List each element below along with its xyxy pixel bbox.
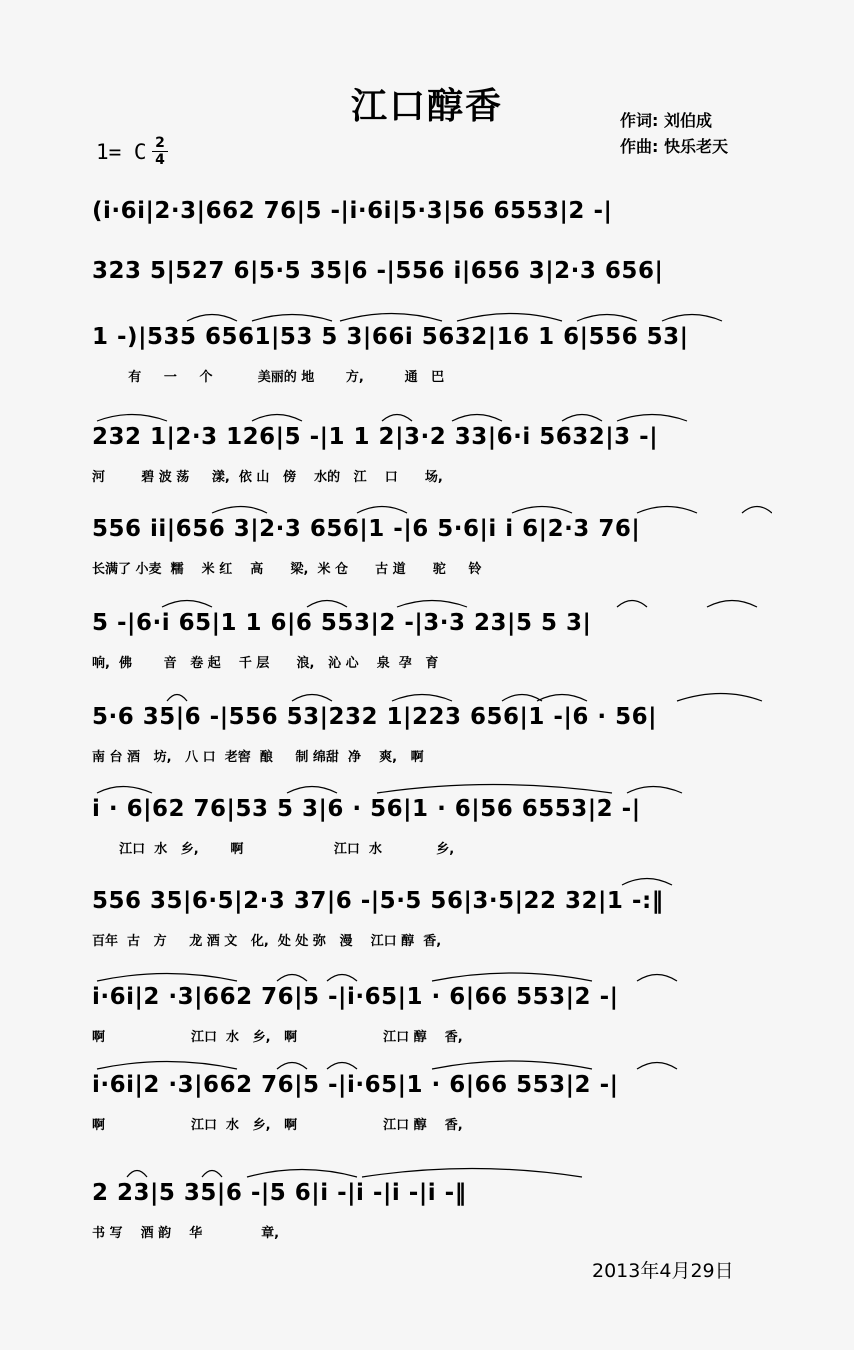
notation-line: i·6i|2 ·3|662 76|5 -|i·65|1 · 6|66 553|2 -| xyxy=(92,984,619,1010)
slur-marks xyxy=(92,594,772,608)
notation-line: i·6i|2 ·3|662 76|5 -|i·65|1 · 6|66 553|2 -| xyxy=(92,1072,619,1098)
lyrics-line: 南 台 酒 坊, 八 口 老窖 酿 制 绵甜 净 爽, 啊 xyxy=(92,750,424,765)
lyrics-line: 响, 佛 音 卷 起 千 层 浪, 沁 心 泉 孕 育 xyxy=(92,656,439,671)
slur-marks xyxy=(92,1164,772,1178)
lyrics-line: 书 写 酒 韵 华 章, xyxy=(92,1226,280,1241)
lyrics-line: 河 碧 波 荡 漾, 依 山 傍 水的 江 口 场, xyxy=(92,470,443,485)
notation-line: 232 1|2·3 126|5 -|1 1 2|3·2 33|6·i 5632|3 -| xyxy=(92,424,659,450)
lyrics-line: 长满了 小麦 糯 米 红 高 梁, 米 仓 古 道 驼 铃 xyxy=(92,562,482,577)
notation-line: 5 -|6·i 65|1 1 6|6 553|2 -|3·3 23|5 5 3| xyxy=(92,610,592,636)
slur-marks xyxy=(92,872,772,886)
lyrics-line: 啊 江口 水 乡, 啊 江口 醇 香, xyxy=(92,1030,463,1045)
slur-marks xyxy=(92,500,772,514)
slur-marks xyxy=(92,968,772,982)
lyrics-line: 啊 江口 水 乡, 啊 江口 醇 香, xyxy=(92,1118,463,1133)
notation-line: (i·6i|2·3|662 76|5 -|i·6i|5·3|56 6553|2 -| xyxy=(92,198,613,224)
slur-marks xyxy=(92,688,772,702)
notation-line: 2 23|5 35|6 -|5 6|i -|i -|i -|i -‖ xyxy=(92,1180,467,1206)
key-signature: 1= C xyxy=(96,140,147,164)
lyricist-credit: 作词: 刘伯成 xyxy=(620,111,712,130)
slur-marks xyxy=(92,780,772,794)
slur-marks xyxy=(92,308,772,322)
notation-line: 323 5|527 6|5·5 35|6 -|556 i|656 3|2·3 656| xyxy=(92,258,664,284)
notation-line: i · 6|62 76|53 5 3|6 · 56|1 · 6|56 6553|2 -| xyxy=(92,796,641,822)
notation-line: 1 -)|535 6561|53 5 3|66i 5632|16 1 6|556 53| xyxy=(92,324,689,350)
time-signature-numerator: 2 xyxy=(155,135,165,151)
notation-line: 556 ii|656 3|2·3 656|1 -|6 5·6|i i 6|2·3 76| xyxy=(92,516,641,542)
notation-line: 556 35|6·5|2·3 37|6 -|5·5 56|3·5|22 32|1 -:‖ xyxy=(92,888,664,914)
slur-marks xyxy=(92,408,772,422)
composition-date: 2013年4月29日 xyxy=(592,1260,734,1282)
composer-credit: 作曲: 快乐老天 xyxy=(620,137,728,156)
time-signature-denominator: 4 xyxy=(155,152,165,168)
song-title: 江口醇香 xyxy=(350,86,503,127)
notation-line: 5·6 35|6 -|556 53|232 1|223 656|1 -|6 · 56| xyxy=(92,704,658,730)
time-signature xyxy=(152,136,168,167)
lyrics-line: 百年 古 方 龙 酒 文 化, 处 处 弥 漫 江口 醇 香, xyxy=(92,934,442,949)
slur-marks xyxy=(92,1056,772,1070)
lyrics-line: 江口 水 乡, 啊 江口 水 乡, xyxy=(92,842,455,857)
lyrics-line: 有 一 个 美丽的 地 方, 通 巴 xyxy=(92,370,445,385)
